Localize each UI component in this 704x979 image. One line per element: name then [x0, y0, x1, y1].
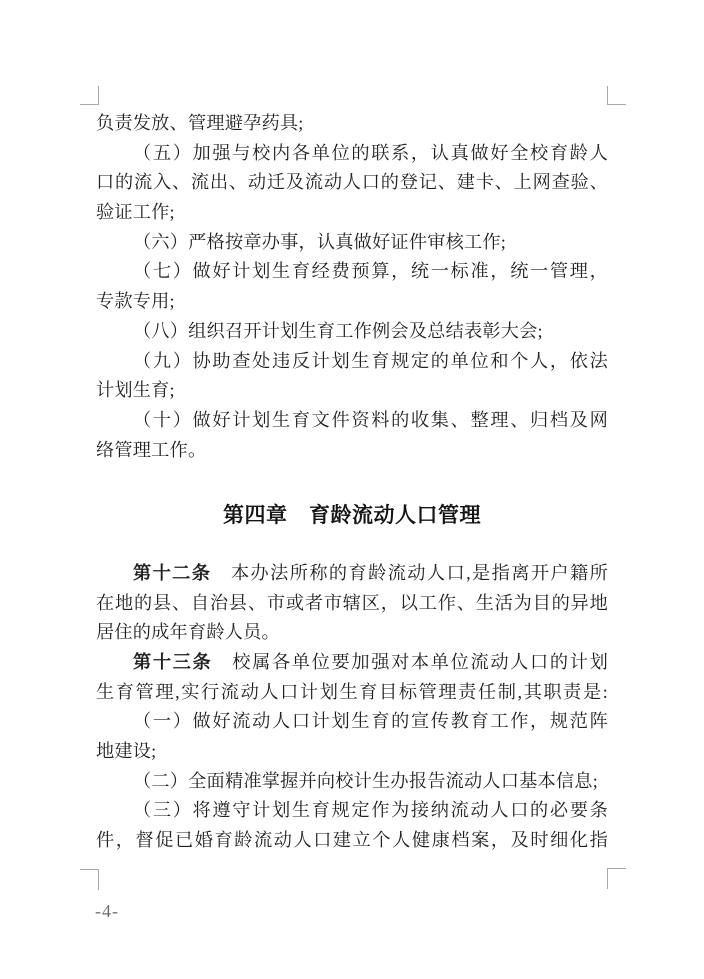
- section-post-heading: [96, 559, 608, 856]
- text-line: 专款专用;: [96, 291, 175, 312]
- clause-line: 第十二条 本办法所称的育龄流动人口,是指离开户籍所: [133, 562, 608, 583]
- crop-mark-top-left-icon: [80, 86, 99, 105]
- text-line: （二）全面精准掌握并向校计生办报告流动人口基本信息;: [133, 770, 598, 791]
- text-line: 生育管理,实行流动人口计划生育目标管理责任制,其职责是:: [96, 681, 608, 702]
- spacer: [96, 531, 608, 559]
- text-line: （九）协助查处违反计划生育规定的单位和个人，依法: [133, 350, 608, 371]
- page-number: -4-: [95, 901, 119, 921]
- text-line: 计划生育;: [96, 380, 175, 401]
- clause-number: 第十二条: [133, 562, 212, 583]
- text-line: （三）将遵守计划生育规定作为接纳流动人口的必要条: [133, 800, 608, 821]
- text-line: 口的流入、流出、动迁及流动人口的登记、建卡、上网查验、: [96, 172, 608, 193]
- text-line: （一）做好流动人口计划生育的宣传教育工作，规范阵: [133, 711, 608, 732]
- chapter-heading: 第四章 育龄流动人口管理: [223, 504, 481, 528]
- spacer: [96, 465, 608, 501]
- text-line: 在地的县、自治县、市或者市辖区，以工作、生活为目的异地: [96, 592, 608, 613]
- text-line: 负责发放、管理避孕药具;: [96, 113, 304, 133]
- text-line: 络管理工作。: [96, 439, 207, 460]
- clause-number: 第十三条: [133, 652, 213, 672]
- text-line: （十）做好计划生育文件资料的收集、整理、归档及网: [133, 409, 608, 430]
- crop-mark-top-right-icon: [607, 86, 626, 105]
- text-line: 地建设;: [96, 741, 157, 762]
- text-line: （六）严格按章办事，认真做好证件审核工作;: [133, 231, 507, 252]
- text-line: （八）组织召开计划生育工作例会及总结表彰大会;: [133, 320, 543, 341]
- text-line: 件，督促已婚育龄流动人口建立个人健康档案，及时细化指: [96, 830, 608, 851]
- page-body: [96, 109, 608, 856]
- text-line: （五）加强与校内各单位的联系，认真做好全校育龄人: [133, 142, 608, 163]
- clause-line: 第十三条 校属各单位要加强对本单位流动人口的计划: [133, 652, 608, 672]
- crop-mark-bottom-left-icon: [80, 869, 99, 890]
- text-line: 居住的成年育龄人员。: [96, 622, 280, 643]
- text-line: 验证工作;: [96, 202, 175, 223]
- section-pre-heading: [96, 109, 608, 465]
- crop-mark-bottom-right-icon: [607, 868, 626, 889]
- text-line: （七）做好计划生育经费预算，统一标准，统一管理，: [133, 261, 608, 282]
